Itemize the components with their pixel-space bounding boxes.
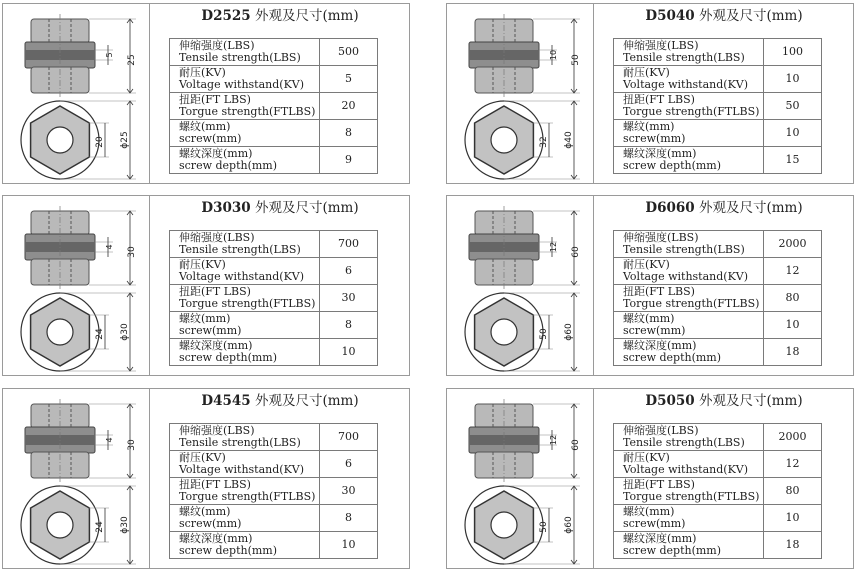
spec-value: 10 xyxy=(764,66,822,93)
spec-label-cn: 耐压(KV) xyxy=(179,258,226,271)
spec-value: 2000 xyxy=(764,424,822,451)
spec-label-en: Voltage withstand(KV) xyxy=(179,78,305,91)
spec-label-en: Torgue strength(FTLBS) xyxy=(623,297,760,310)
spec-row xyxy=(170,478,378,505)
spec-row xyxy=(614,39,822,66)
spec-label-cn: 伸缩强度(LBS) xyxy=(179,424,255,437)
spec-label-en: screw(mm) xyxy=(179,324,242,337)
spec-label xyxy=(614,120,764,147)
spec-table xyxy=(169,230,378,366)
spec-label xyxy=(170,285,320,312)
diameter-label: ϕ30 xyxy=(120,323,130,341)
side-total-label: 30 xyxy=(127,246,137,258)
spec-row xyxy=(170,312,378,339)
spec-label-en: Voltage withstand(KV) xyxy=(179,463,305,476)
top-view xyxy=(465,293,580,371)
spec-label-en: screw depth(mm) xyxy=(623,351,722,364)
spec-label-en: screw depth(mm) xyxy=(179,544,278,557)
spec-row xyxy=(170,93,378,120)
spec-label-cn: 螺纹深度(mm) xyxy=(623,532,697,545)
model-name: D6060 xyxy=(645,200,695,216)
title-suffix: 外观及尺寸(mm) xyxy=(698,200,803,216)
product-card-d3030 xyxy=(2,195,410,376)
spec-table xyxy=(613,423,822,559)
spec-label-en: screw(mm) xyxy=(623,324,686,337)
side-small-label: 12 xyxy=(549,434,558,446)
spec-label-en: screw(mm) xyxy=(623,132,686,145)
spec-row xyxy=(614,532,822,559)
diameter-label: ϕ40 xyxy=(564,131,574,149)
spec-value: 50 xyxy=(764,93,822,120)
spec-label-cn: 螺纹(mm) xyxy=(623,312,675,325)
spec-label xyxy=(170,258,320,285)
side-small-label: 4 xyxy=(105,437,114,443)
diameter-label: ϕ60 xyxy=(564,516,574,534)
spec-value: 10 xyxy=(764,312,822,339)
spec-value: 10 xyxy=(764,505,822,532)
spec-label xyxy=(614,505,764,532)
spec-table xyxy=(169,38,378,174)
spec-label-en: Voltage withstand(KV) xyxy=(623,270,749,283)
hex-label: 24 xyxy=(95,521,105,533)
spec-label xyxy=(614,66,764,93)
spec-value: 8 xyxy=(320,120,378,147)
spec-label-cn: 耐压(KV) xyxy=(179,66,226,79)
side-view xyxy=(469,206,581,290)
spec-row xyxy=(614,93,822,120)
spec-label-en: Torgue strength(FTLBS) xyxy=(179,297,316,310)
spec-label-en: Tensile strength(LBS) xyxy=(623,243,745,256)
spec-label-en: screw(mm) xyxy=(623,517,686,530)
spec-label xyxy=(614,231,764,258)
spec-label xyxy=(614,532,764,559)
side-view xyxy=(469,14,581,98)
insulator-drawing xyxy=(3,389,150,568)
spec-label-en: Tensile strength(LBS) xyxy=(179,243,301,256)
spec-value: 10 xyxy=(320,339,378,366)
card-title xyxy=(149,391,411,411)
insulator-drawing-svg xyxy=(3,389,149,568)
spec-label-en: screw(mm) xyxy=(179,132,242,145)
model-name: D2525 xyxy=(201,8,251,24)
spec-label-cn: 扭距(FT LBS) xyxy=(623,93,695,106)
spec-label-cn: 螺纹(mm) xyxy=(623,505,675,518)
spec-label-cn: 螺纹(mm) xyxy=(179,505,231,518)
spec-label-cn: 扭距(FT LBS) xyxy=(623,478,695,491)
spec-row xyxy=(614,258,822,285)
spec-label-en: Torgue strength(FTLBS) xyxy=(179,105,316,118)
model-name: D5040 xyxy=(645,8,695,24)
spec-label xyxy=(614,39,764,66)
spec-label-cn: 扭距(FT LBS) xyxy=(179,478,251,491)
spec-label-en: Torgue strength(FTLBS) xyxy=(179,490,316,503)
spec-label-en: Voltage withstand(KV) xyxy=(179,270,305,283)
spec-label-en: screw depth(mm) xyxy=(179,351,278,364)
product-card-d5040 xyxy=(446,3,854,184)
spec-label-cn: 螺纹(mm) xyxy=(179,312,231,325)
side-total-label: 25 xyxy=(127,54,137,66)
spec-label-cn: 伸缩强度(LBS) xyxy=(623,39,699,52)
spec-value: 6 xyxy=(320,451,378,478)
spec-label-en: Torgue strength(FTLBS) xyxy=(623,490,760,503)
spec-label xyxy=(170,339,320,366)
side-total-label: 30 xyxy=(127,439,137,451)
spec-label xyxy=(614,258,764,285)
insulator-drawing xyxy=(3,196,150,375)
insulator-drawing-svg xyxy=(447,389,593,568)
product-card-d6060 xyxy=(446,195,854,376)
spec-label-cn: 螺纹深度(mm) xyxy=(623,339,697,352)
insulator-drawing xyxy=(447,4,594,183)
spec-value: 500 xyxy=(320,39,378,66)
spec-value: 30 xyxy=(320,285,378,312)
side-view xyxy=(25,399,137,483)
spec-row xyxy=(614,285,822,312)
side-total-label: 50 xyxy=(571,54,581,66)
spec-value: 5 xyxy=(320,66,378,93)
spec-value: 2000 xyxy=(764,231,822,258)
spec-row xyxy=(170,120,378,147)
spec-label xyxy=(614,147,764,174)
spec-row xyxy=(170,451,378,478)
card-title xyxy=(149,198,411,218)
hex-label: 50 xyxy=(539,521,549,533)
top-view xyxy=(21,101,136,179)
spec-label-cn: 螺纹深度(mm) xyxy=(179,532,253,545)
spec-row xyxy=(614,231,822,258)
spec-label-cn: 扭距(FT LBS) xyxy=(179,93,251,106)
diameter-label: ϕ25 xyxy=(120,131,130,149)
spec-label-en: Voltage withstand(KV) xyxy=(623,463,749,476)
spec-value: 12 xyxy=(764,451,822,478)
spec-label-cn: 伸缩强度(LBS) xyxy=(623,424,699,437)
spec-row xyxy=(614,451,822,478)
spec-label xyxy=(170,424,320,451)
spec-value: 8 xyxy=(320,505,378,532)
spec-label xyxy=(170,66,320,93)
spec-label-en: screw depth(mm) xyxy=(623,544,722,557)
hex-label: 24 xyxy=(95,328,105,340)
hex-label: 32 xyxy=(539,136,549,148)
spec-label xyxy=(170,120,320,147)
insulator-drawing xyxy=(3,4,150,183)
spec-label-cn: 耐压(KV) xyxy=(623,66,670,79)
spec-label-en: Voltage withstand(KV) xyxy=(623,78,749,91)
spec-row xyxy=(170,258,378,285)
spec-label xyxy=(614,312,764,339)
spec-value: 15 xyxy=(764,147,822,174)
insulator-drawing-svg xyxy=(3,196,149,375)
top-view xyxy=(21,486,136,564)
insulator-drawing-svg xyxy=(3,4,149,183)
spec-row xyxy=(614,339,822,366)
spec-label xyxy=(170,231,320,258)
spec-row xyxy=(170,505,378,532)
title-suffix: 外观及尺寸(mm) xyxy=(698,393,803,409)
spec-value: 700 xyxy=(320,231,378,258)
spec-label xyxy=(170,451,320,478)
spec-label-cn: 伸缩强度(LBS) xyxy=(623,231,699,244)
spec-label-en: screw depth(mm) xyxy=(623,159,722,172)
card-title xyxy=(593,6,854,26)
spec-label-cn: 扭距(FT LBS) xyxy=(623,285,695,298)
spec-label xyxy=(170,93,320,120)
spec-table xyxy=(613,38,822,174)
model-name: D4545 xyxy=(201,393,251,409)
spec-value: 8 xyxy=(320,312,378,339)
product-card-d4545 xyxy=(2,388,410,569)
spec-value: 80 xyxy=(764,285,822,312)
spec-label-en: Tensile strength(LBS) xyxy=(179,436,301,449)
product-card-d5050 xyxy=(446,388,854,569)
insulator-drawing xyxy=(447,389,594,568)
spec-label xyxy=(614,285,764,312)
hex-label: 20 xyxy=(95,136,105,148)
spec-value: 18 xyxy=(764,532,822,559)
spec-label-cn: 扭距(FT LBS) xyxy=(179,285,251,298)
spec-value: 6 xyxy=(320,258,378,285)
spec-label xyxy=(170,39,320,66)
spec-label-en: screw(mm) xyxy=(179,517,242,530)
top-view xyxy=(21,293,136,371)
spec-row xyxy=(170,147,378,174)
spec-row xyxy=(614,147,822,174)
spec-row xyxy=(614,312,822,339)
title-suffix: 外观及尺寸(mm) xyxy=(254,393,359,409)
spec-label xyxy=(170,478,320,505)
spec-row xyxy=(614,66,822,93)
model-name: D3030 xyxy=(201,200,251,216)
spec-label-cn: 耐压(KV) xyxy=(623,451,670,464)
spec-row xyxy=(614,505,822,532)
screw-hole xyxy=(491,319,517,345)
spec-label xyxy=(170,532,320,559)
spec-label-cn: 伸缩强度(LBS) xyxy=(179,231,255,244)
model-name: D5050 xyxy=(645,393,695,409)
spec-label-cn: 螺纹(mm) xyxy=(179,120,231,133)
spec-label-cn: 螺纹深度(mm) xyxy=(179,339,253,352)
spec-label xyxy=(614,478,764,505)
spec-label-cn: 耐压(KV) xyxy=(623,258,670,271)
spec-value: 30 xyxy=(320,478,378,505)
title-suffix: 外观及尺寸(mm) xyxy=(254,8,359,24)
product-card-d2525 xyxy=(2,3,410,184)
spec-row xyxy=(170,532,378,559)
spec-table xyxy=(613,230,822,366)
screw-hole xyxy=(491,127,517,153)
spec-value: 18 xyxy=(764,339,822,366)
side-small-label: 12 xyxy=(549,241,558,253)
spec-value: 10 xyxy=(320,532,378,559)
spec-label xyxy=(170,505,320,532)
title-suffix: 外观及尺寸(mm) xyxy=(254,200,359,216)
insulator-drawing-svg xyxy=(447,196,593,375)
spec-label xyxy=(170,312,320,339)
spec-label xyxy=(614,339,764,366)
spec-table xyxy=(169,423,378,559)
spec-label-cn: 螺纹深度(mm) xyxy=(623,147,697,160)
spec-label xyxy=(614,424,764,451)
card-title xyxy=(149,6,411,26)
hex-label: 50 xyxy=(539,328,549,340)
screw-hole xyxy=(47,512,73,538)
spec-label-en: screw depth(mm) xyxy=(179,159,278,172)
spec-label-en: Tensile strength(LBS) xyxy=(179,51,301,64)
top-view xyxy=(465,486,580,564)
spec-value: 10 xyxy=(764,120,822,147)
spec-row xyxy=(614,478,822,505)
card-title xyxy=(593,198,854,218)
spec-value: 9 xyxy=(320,147,378,174)
screw-hole xyxy=(491,512,517,538)
screw-hole xyxy=(47,319,73,345)
side-view xyxy=(469,399,581,483)
spec-label-cn: 螺纹(mm) xyxy=(623,120,675,133)
spec-label xyxy=(170,147,320,174)
title-suffix: 外观及尺寸(mm) xyxy=(698,8,803,24)
spec-label xyxy=(614,93,764,120)
side-small-label: 5 xyxy=(105,52,114,58)
spec-row xyxy=(170,339,378,366)
spec-row xyxy=(614,120,822,147)
spec-label-en: Torgue strength(FTLBS) xyxy=(623,105,760,118)
spec-label xyxy=(614,451,764,478)
spec-row xyxy=(170,66,378,93)
spec-value: 700 xyxy=(320,424,378,451)
spec-row xyxy=(170,285,378,312)
spec-label-en: Tensile strength(LBS) xyxy=(623,51,745,64)
side-view xyxy=(25,206,137,290)
spec-value: 80 xyxy=(764,478,822,505)
side-view xyxy=(25,14,137,98)
screw-hole xyxy=(47,127,73,153)
top-view xyxy=(465,101,580,179)
spec-row xyxy=(170,231,378,258)
spec-label-en: Tensile strength(LBS) xyxy=(623,436,745,449)
spec-value: 100 xyxy=(764,39,822,66)
side-total-label: 60 xyxy=(571,439,581,451)
spec-row xyxy=(614,424,822,451)
side-small-label: 10 xyxy=(549,49,558,61)
spec-label-cn: 伸缩强度(LBS) xyxy=(179,39,255,52)
side-small-label: 4 xyxy=(105,244,114,250)
side-total-label: 60 xyxy=(571,246,581,258)
card-title xyxy=(593,391,854,411)
spec-row xyxy=(170,424,378,451)
insulator-drawing xyxy=(447,196,594,375)
insulator-drawing-svg xyxy=(447,4,593,183)
spec-label-cn: 螺纹深度(mm) xyxy=(179,147,253,160)
spec-label-cn: 耐压(KV) xyxy=(179,451,226,464)
diameter-label: ϕ30 xyxy=(120,516,130,534)
spec-row xyxy=(170,39,378,66)
spec-value: 12 xyxy=(764,258,822,285)
spec-value: 20 xyxy=(320,93,378,120)
diameter-label: ϕ60 xyxy=(564,323,574,341)
